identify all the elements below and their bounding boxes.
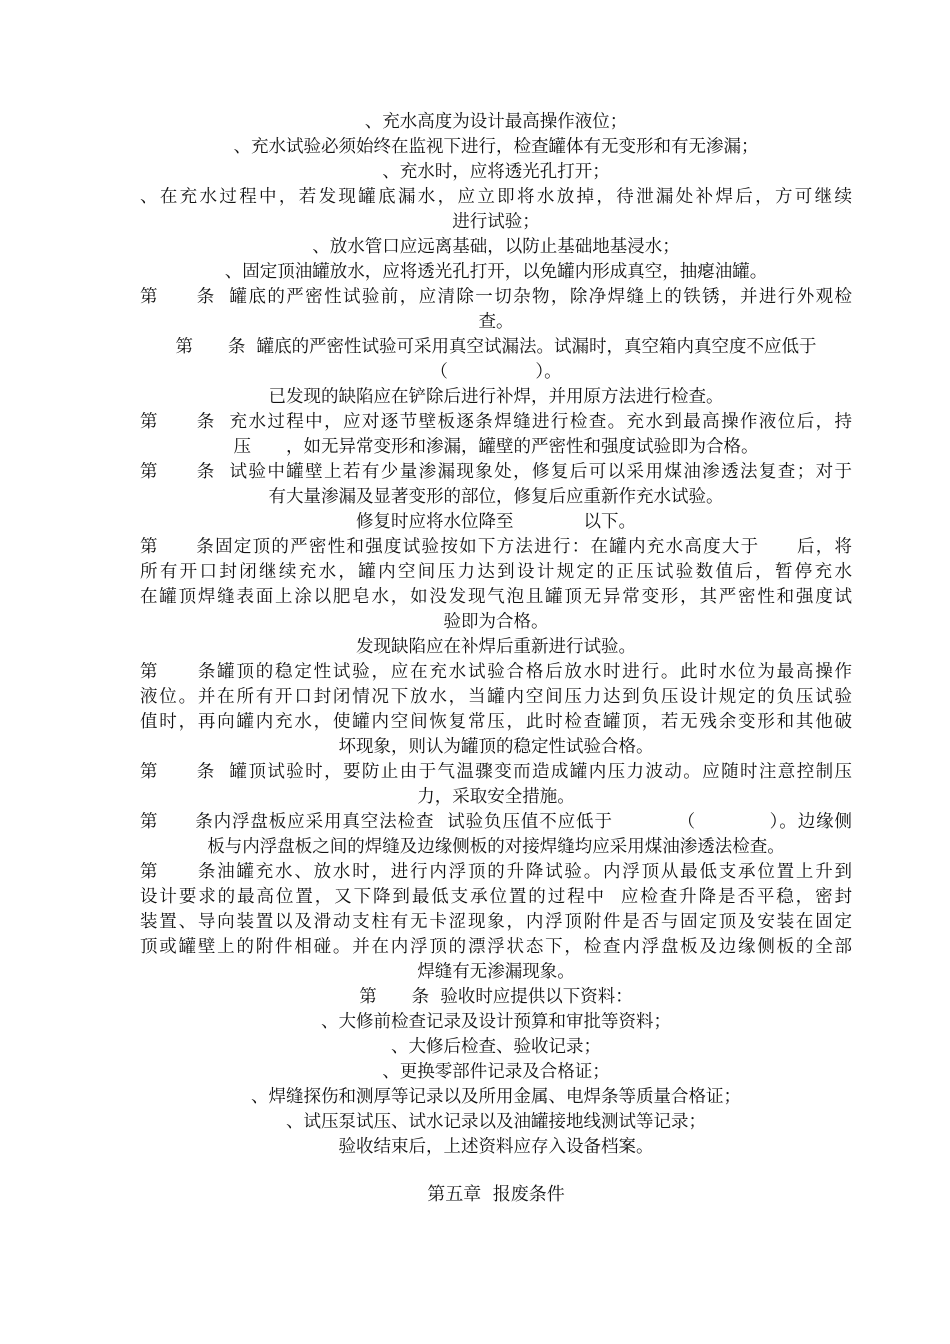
- text-line: 、充水高度为设计最高操作液位；: [364, 112, 628, 132]
- text-line: 、放水管口应远离基础，以防止基础地基浸水；: [312, 237, 680, 257]
- text-line: 第 条 充水过程中，应对逐节壁板逐条焊缝进行检查。充水到最高操作液位后，持: [140, 412, 852, 432]
- text-line: 第 条罐顶的稳定性试验，应在充水试验合格后放水时进行。此时水位为最高操作: [140, 662, 852, 682]
- text-line: 第 条 罐顶试验时，要防止由于气温骤变而造成罐内压力波动。应随时注意控制压: [140, 762, 852, 782]
- text-line: 在罐顶焊缝表面上涂以肥皂水，如没发现气泡且罐顶无异常变形，其严密性和强度试: [140, 587, 852, 607]
- text-line: 进行试验；: [452, 212, 540, 232]
- text-line: 顶或罐壁上的附件相碰。并在内浮顶的漂浮状态下，检查内浮盘板及边缘侧板的全部: [140, 937, 852, 957]
- text-line: 发现缺陷应在补焊后重新进行试验。: [356, 637, 636, 657]
- text-line: 已发现的缺陷应在铲除后进行补焊，并用原方法进行检查。: [268, 387, 724, 407]
- text-line: 、在充水过程中，若发现罐底漏水，应立即将水放掉，待泄漏处补焊后，方可继续: [140, 187, 852, 207]
- text-line: 设计要求的最高位置，又下降到最低支承位置的过程中 应检查升降是否平稳，密封: [140, 887, 852, 907]
- text-line: 验即为合格。: [443, 612, 549, 632]
- text-line: 值时，再向罐内充水，使罐内空间恢复常压，此时检查罐顶，若无残余变形和其他破: [140, 712, 852, 732]
- text-line: 板与内浮盘板之间的焊缝及边缘侧板的对接焊缝均应采用煤油渗透法检查。: [207, 837, 785, 857]
- text-line: 力，采取安全措施。: [417, 787, 575, 807]
- text-line: 第 条内浮盘板应采用真空法检查 试验负压值不应低于 （ ）。边缘侧: [140, 812, 852, 832]
- text-line: 、固定顶油罐放水，应将透光孔打开，以免罐内形成真空，抽瘪油罐。: [224, 262, 768, 282]
- text-line: 液位。并在所有开口封闭情况下放水，当罐内空间压力达到负压设计规定的负压试验: [140, 687, 852, 707]
- text-line: （ ）。: [430, 362, 562, 382]
- text-line: 坏现象，则认为罐顶的稳定性试验合格。: [338, 737, 654, 757]
- text-line: 焊缝有无渗漏现象。: [417, 962, 575, 982]
- text-line: 所有开口封闭继续充水，罐内空间压力达到设计规定的正压试验数值后，暂停充水: [140, 562, 852, 582]
- text-line: 第 条 罐底的严密性试验可采用真空试漏法。试漏时，真空箱内真空度不应低于: [175, 337, 817, 357]
- text-line: 装置、导向装置以及滑动支柱有无卡涩现象，内浮顶附件是否与固定顶及安装在固定: [140, 912, 852, 932]
- text-line: 第 条 验收时应提供以下资料：: [359, 987, 633, 1007]
- text-line: 验收结束后，上述资料应存入设备档案。: [338, 1137, 654, 1157]
- text-line: 第 条 试验中罐壁上若有少量渗漏现象处，修复后可以采用煤油渗透法复查；对于: [140, 462, 852, 482]
- text-line: 第 条 罐底的严密性试验前，应清除一切杂物，除净焊缝上的铁锈，并进行外观检: [140, 287, 852, 307]
- text-line: 、试压泵试压、试水记录以及油罐接地线测试等记录；: [286, 1112, 706, 1132]
- text-line: 修复时应将水位降至 以下。: [356, 512, 636, 532]
- text-line: 、充水时，应将透光孔打开；: [382, 162, 610, 182]
- document-body: [140, 110, 852, 1160]
- text-line: 、大修前检查记录及设计预算和审批等资料；: [321, 1012, 671, 1032]
- text-line: 第 条油罐充水、放水时，进行内浮顶的升降试验。内浮顶从最低支承位置上升到: [140, 862, 852, 882]
- text-line: 压 ，如无异常变形和渗漏，罐壁的严密性和强度试验即为合格。: [233, 437, 759, 457]
- text-line: 有大量渗漏及显著变形的部位，修复后应重新作充水试验。: [268, 487, 724, 507]
- text-line: 、充水试验必须始终在监视下进行，检查罐体有无变形和有无渗漏；: [233, 137, 759, 157]
- text-line: 、更换零部件记录及合格证；: [382, 1062, 610, 1082]
- text-line: 、焊缝探伤和测厚等记录以及所用金属、电焊条等质量合格证；: [251, 1087, 741, 1107]
- text-line: 查。: [478, 312, 514, 332]
- text-line: 第 条固定顶的严密性和强度试验按如下方法进行：在罐内充水高度大于 后，将: [140, 537, 852, 557]
- text-line: 、大修后检查、验收记录；: [391, 1037, 601, 1057]
- chapter-heading: 第五章 报废条件: [427, 1184, 565, 1205]
